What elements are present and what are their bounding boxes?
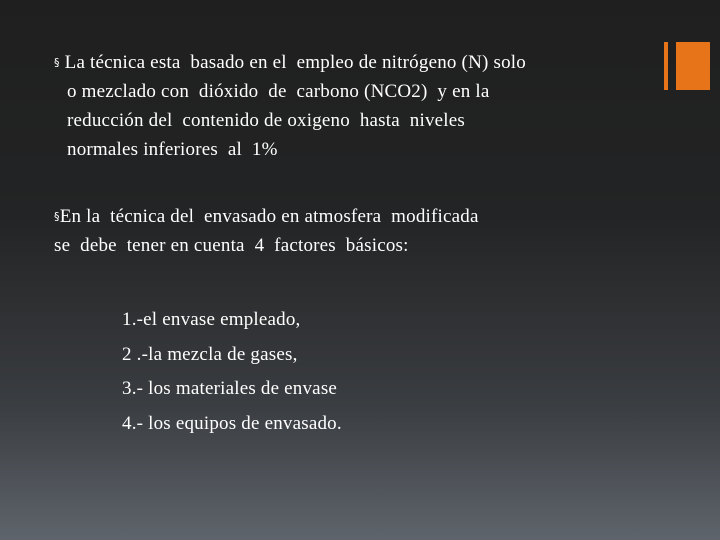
- paragraph-line: normales inferiores al 1%: [67, 139, 278, 160]
- paragraph-line: o mezclado con dióxido de carbono (NCO2) y en la: [67, 81, 490, 102]
- list-item: 3.- los materiales de envase: [122, 378, 338, 399]
- accent-block: [676, 42, 710, 90]
- paragraph-line: se debe tener en cuenta 4 factores básicos:: [54, 235, 409, 256]
- paragraph-line: §En la técnica del envasado en atmosfera modificada: [54, 206, 479, 227]
- bullet-paragraph-1: [54, 48, 654, 164]
- list-item: 2 .-la mezcla de gases,: [122, 343, 298, 365]
- paragraph-line: § La técnica esta basado en el empleo de nitrógeno (N) solo: [54, 52, 526, 73]
- bullet-icon: §: [54, 56, 60, 69]
- factors-list: [122, 303, 522, 441]
- accent-bar: [664, 42, 668, 90]
- paragraph-line: reducción del contenido de oxigeno hasta niveles: [67, 110, 465, 131]
- bullet-paragraph-2: [54, 202, 654, 260]
- list-item: 1.-el envase empleado,: [122, 309, 301, 330]
- list-item: 4.- los equipos de envasado.: [122, 412, 342, 434]
- bullet-icon: §: [54, 210, 60, 223]
